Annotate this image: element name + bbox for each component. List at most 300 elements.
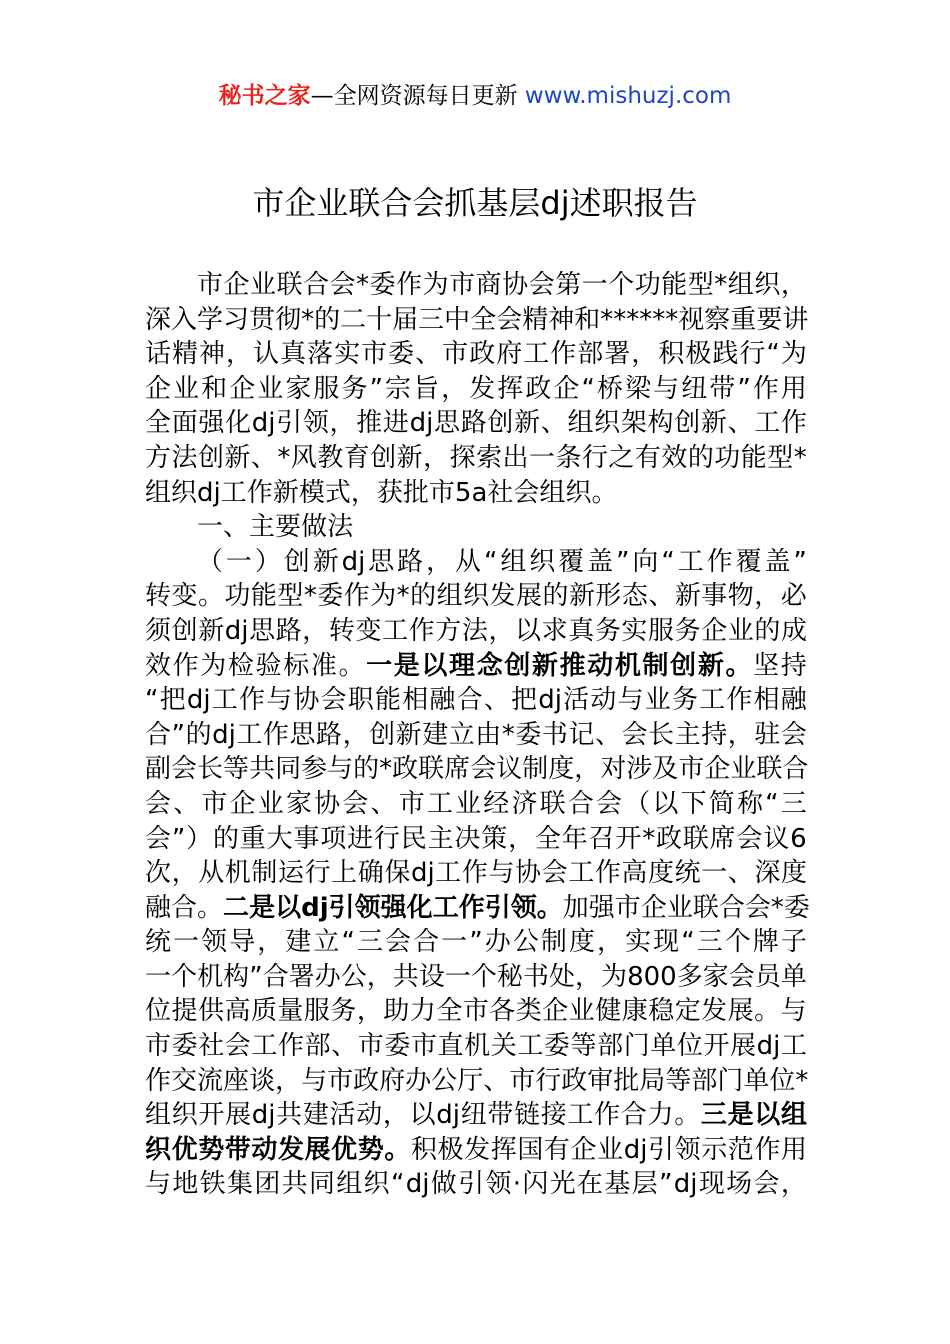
body-text: 风 bbox=[290, 442, 317, 473]
body-text: 创 bbox=[369, 719, 396, 750]
body-text: 转 bbox=[145, 581, 172, 612]
body-text: 策 bbox=[481, 823, 508, 854]
body-text: 企 bbox=[229, 373, 256, 404]
body-text: 流 bbox=[197, 1065, 224, 1096]
body-text: ， bbox=[574, 754, 601, 785]
body-text: * bbox=[639, 304, 653, 335]
body-text: 习 bbox=[223, 304, 250, 335]
body-text: dj bbox=[341, 546, 366, 577]
body-text: 康 bbox=[621, 996, 648, 1027]
body-text: 与 bbox=[653, 373, 680, 404]
body-text: 落 bbox=[307, 339, 334, 370]
body-text: 合 bbox=[567, 788, 594, 819]
body-text: 牌 bbox=[752, 927, 779, 958]
body-text: 工 bbox=[251, 1031, 278, 1062]
body-line bbox=[145, 406, 807, 441]
body-text: 。 bbox=[197, 892, 224, 923]
body-text: 创 bbox=[504, 650, 531, 681]
brand-name: 秘书之家 bbox=[218, 83, 311, 109]
body-text: 合 bbox=[620, 1100, 647, 1131]
body-text: 强 bbox=[198, 408, 225, 439]
header-tagline: —全网资源每日更新 bbox=[310, 83, 525, 109]
body-text: 形 bbox=[595, 581, 622, 612]
body-text: 与 bbox=[145, 1169, 172, 1200]
body-text: 等 bbox=[570, 1031, 597, 1062]
body-text: 思 bbox=[434, 408, 461, 439]
body-text: 路 bbox=[316, 719, 343, 750]
body-text: 发 bbox=[701, 996, 728, 1027]
body-text: 标 bbox=[283, 650, 310, 681]
body-text: 度 bbox=[780, 858, 807, 889]
body-text: 会 bbox=[513, 477, 540, 508]
body-text: 求 bbox=[541, 615, 568, 646]
body-text: 个 bbox=[470, 961, 497, 992]
body-text: dj bbox=[623, 1134, 648, 1165]
body-text: 中 bbox=[444, 304, 471, 335]
body-text: 民 bbox=[400, 823, 427, 854]
body-text: 席 bbox=[444, 754, 471, 785]
body-text: 助 bbox=[383, 996, 410, 1027]
body-text: 市 bbox=[410, 1031, 437, 1062]
body-text: 要 bbox=[756, 304, 783, 335]
body-text: 把 bbox=[159, 685, 186, 716]
body-text: 届 bbox=[392, 304, 419, 335]
body-text: 由 bbox=[475, 719, 502, 750]
body-text: 在 bbox=[577, 1169, 604, 1200]
body-text: 相 bbox=[402, 685, 429, 716]
body-text: dj bbox=[410, 858, 435, 889]
body-text: 建 bbox=[422, 719, 449, 750]
body-text: dj bbox=[197, 477, 221, 508]
body-text: 协 bbox=[293, 685, 320, 716]
body-text: 业 bbox=[727, 615, 754, 646]
body-text: “ bbox=[766, 339, 780, 370]
body-text: 工 bbox=[780, 1031, 807, 1062]
body-text: 三 bbox=[418, 304, 445, 335]
body-text: 模 bbox=[298, 477, 325, 508]
body-text: 委 bbox=[515, 719, 542, 750]
body-text: 高 bbox=[621, 858, 648, 889]
body-text: 审 bbox=[587, 1065, 614, 1096]
body-text: 副 bbox=[145, 754, 172, 785]
body-text: 带 bbox=[709, 373, 736, 404]
body-text: 引 bbox=[328, 892, 355, 923]
body-text: 展 bbox=[516, 581, 543, 612]
body-text: 作 bbox=[754, 1134, 781, 1165]
body-text: 能 bbox=[250, 581, 277, 612]
body-text: ， bbox=[350, 477, 377, 508]
body-text: 企 bbox=[553, 373, 580, 404]
body-text: 会 bbox=[385, 927, 412, 958]
body-text: 委 bbox=[543, 1031, 570, 1062]
body-text: 领 bbox=[510, 892, 537, 923]
body-text: 市 bbox=[145, 1031, 172, 1062]
body-text: 。 bbox=[725, 650, 752, 681]
body-text: 作 bbox=[461, 858, 488, 889]
body-text: 位 bbox=[676, 1031, 703, 1062]
body-text: 工 bbox=[220, 477, 247, 508]
body-text: 市 bbox=[197, 270, 224, 300]
body-text: 业 bbox=[257, 788, 284, 819]
body-text: （ bbox=[197, 546, 224, 577]
body-text: 作 bbox=[343, 581, 370, 612]
body-text: 新 bbox=[198, 615, 225, 646]
body-text: 极 bbox=[685, 339, 712, 370]
body-text: dj bbox=[405, 1169, 430, 1200]
body-text: 织 bbox=[594, 408, 621, 439]
body-line bbox=[145, 337, 807, 372]
body-text: 家 bbox=[285, 373, 312, 404]
body-text: 业 bbox=[250, 270, 277, 300]
body-text: 以 bbox=[515, 615, 542, 646]
body-text: 务 bbox=[594, 615, 621, 646]
body-text: 。 bbox=[674, 1100, 701, 1131]
body-text: 共 bbox=[249, 754, 276, 785]
body-text: 以 bbox=[652, 788, 679, 819]
body-text: 作 bbox=[780, 408, 807, 439]
body-line bbox=[145, 822, 807, 857]
body-text: 发 bbox=[489, 581, 516, 612]
body-text: 委 bbox=[171, 1031, 198, 1062]
body-text: * bbox=[642, 823, 656, 854]
body-text: 优 bbox=[331, 1134, 358, 1165]
body-text: 对 bbox=[600, 754, 627, 785]
body-text: ” bbox=[793, 546, 807, 577]
body-text: 同 bbox=[308, 1169, 335, 1200]
body-text: 创 bbox=[670, 650, 697, 681]
body-text: 层 bbox=[631, 1169, 658, 1200]
body-text: 家 bbox=[285, 788, 312, 819]
body-text: ， bbox=[597, 927, 624, 958]
body-text: 的 bbox=[410, 581, 437, 612]
body-text: 讲 bbox=[782, 304, 809, 335]
body-text: 能 bbox=[375, 685, 402, 716]
body-text: 市 bbox=[462, 996, 489, 1027]
body-text: 织 bbox=[529, 546, 556, 577]
header-url-link[interactable]: www.mishuzj.com bbox=[524, 83, 732, 109]
body-text: 领 bbox=[485, 1169, 512, 1200]
body-text: 话 bbox=[145, 339, 172, 370]
body-text: 府 bbox=[496, 339, 523, 370]
body-text: 协 bbox=[515, 858, 542, 889]
body-text: 团 bbox=[254, 1169, 281, 1200]
body-text: 作 bbox=[726, 685, 753, 716]
body-text: 市 bbox=[361, 339, 388, 370]
body-text: 一 bbox=[701, 858, 728, 889]
body-line bbox=[145, 960, 807, 995]
body-text: 功 bbox=[714, 442, 741, 473]
body-text: ， bbox=[302, 615, 329, 646]
body-text: 强 bbox=[380, 892, 407, 923]
body-text: 企 bbox=[640, 892, 667, 923]
body-text: 领 bbox=[674, 1134, 701, 1165]
body-text: 基 bbox=[604, 1169, 631, 1200]
body-text: 次 bbox=[145, 858, 172, 889]
body-text: 彻 bbox=[275, 304, 302, 335]
body-text: 立 bbox=[313, 927, 340, 958]
body-text: 政 bbox=[353, 1065, 380, 1096]
body-text: dj bbox=[301, 892, 329, 923]
body-text: 协 bbox=[502, 270, 529, 300]
body-text: 工 bbox=[435, 858, 462, 889]
body-text: 光 bbox=[549, 1169, 576, 1200]
body-text: 念 bbox=[476, 650, 503, 681]
body-text: 精 bbox=[522, 304, 549, 335]
body-text: 一 bbox=[225, 546, 252, 577]
body-text: 800 bbox=[627, 961, 677, 992]
body-text: 办 bbox=[484, 927, 511, 958]
body-text: 门 bbox=[623, 1031, 650, 1062]
body-text: 链 bbox=[514, 1100, 541, 1131]
body-text: 企 bbox=[570, 1134, 597, 1165]
body-text: dj bbox=[538, 685, 562, 716]
body-text: 部 bbox=[691, 1065, 718, 1096]
body-text: 开 bbox=[615, 823, 642, 854]
body-text: 全 bbox=[470, 304, 497, 335]
body-text: 提 bbox=[171, 996, 198, 1027]
body-text: * bbox=[396, 581, 410, 612]
body-text: 展 bbox=[304, 1134, 331, 1165]
body-text: 工 bbox=[567, 1100, 594, 1131]
body-text: 学 bbox=[197, 304, 224, 335]
body-text: ” bbox=[369, 373, 383, 404]
body-text: 部 bbox=[304, 1031, 331, 1062]
body-line bbox=[145, 441, 807, 476]
body-text: 织 bbox=[171, 1100, 198, 1131]
body-text: 批 bbox=[613, 1065, 640, 1096]
body-text: 制 bbox=[522, 754, 549, 785]
body-text: 强 bbox=[588, 892, 615, 923]
body-text: ” bbox=[171, 823, 186, 854]
body-text: 作 bbox=[458, 892, 485, 923]
body-text: 引 bbox=[458, 1169, 485, 1200]
body-text: 的 bbox=[185, 719, 212, 750]
body-text: 保 bbox=[384, 858, 411, 889]
body-text: 书 bbox=[522, 961, 549, 992]
body-text: 联 bbox=[276, 270, 303, 300]
body-text: 行 bbox=[535, 1065, 562, 1096]
body-text: 转 bbox=[328, 615, 355, 646]
body-text: 开 bbox=[198, 1100, 225, 1131]
body-text: 、 bbox=[648, 581, 675, 612]
body-text: （ bbox=[624, 788, 651, 819]
body-text: 融 bbox=[145, 892, 172, 923]
body-text: 创 bbox=[370, 442, 397, 473]
body-text: 进 bbox=[347, 823, 374, 854]
body-text: 市 bbox=[678, 754, 705, 785]
body-text: 设 bbox=[418, 961, 445, 992]
body-text: 须 bbox=[145, 615, 172, 646]
body-text: 上 bbox=[331, 858, 358, 889]
body-text: 5a bbox=[454, 477, 488, 508]
body-text: ” bbox=[737, 373, 751, 404]
body-text: 地 bbox=[172, 1169, 199, 1200]
body-text: ， bbox=[275, 1065, 302, 1096]
body-text: 织 bbox=[363, 1169, 390, 1200]
body-text: 三 bbox=[696, 927, 723, 958]
body-text: 效 bbox=[661, 442, 688, 473]
body-text: 事 bbox=[293, 823, 320, 854]
body-text: 思 bbox=[249, 615, 276, 646]
body-text: 全 bbox=[436, 996, 463, 1027]
body-text: 市 bbox=[442, 339, 469, 370]
body-line bbox=[145, 1064, 807, 1099]
body-text: 作 bbox=[262, 719, 289, 750]
body-text: 用 bbox=[780, 1134, 807, 1165]
body-text: 的 bbox=[542, 581, 569, 612]
body-text: 和 bbox=[201, 373, 228, 404]
body-text: 多 bbox=[676, 961, 703, 992]
body-text: 积 bbox=[658, 339, 685, 370]
body-text: 与 bbox=[617, 685, 644, 716]
body-text: ， bbox=[257, 927, 284, 958]
body-text: 覆 bbox=[558, 546, 585, 577]
body-text: 委 bbox=[317, 581, 344, 612]
body-text: 务 bbox=[674, 615, 701, 646]
body-text: 践 bbox=[712, 339, 739, 370]
body-text: 部 bbox=[577, 339, 604, 370]
body-text: 化 bbox=[406, 892, 433, 923]
body-text: 三 bbox=[700, 1100, 727, 1131]
body-text: 动 bbox=[356, 1100, 383, 1131]
body-text: 组 bbox=[727, 270, 754, 300]
body-text: 十 bbox=[366, 304, 393, 335]
body-text: 市 bbox=[398, 788, 425, 819]
body-text: 神 bbox=[548, 304, 575, 335]
body-text: 优 bbox=[171, 1134, 198, 1165]
body-text: 市 bbox=[509, 1065, 536, 1096]
body-line bbox=[145, 683, 807, 718]
body-text: 处 bbox=[548, 961, 575, 992]
body-text: 度 bbox=[648, 858, 675, 889]
body-text: 现 bbox=[698, 1169, 725, 1200]
body-text: 组 bbox=[539, 477, 566, 508]
body-text: 共 bbox=[281, 1169, 308, 1200]
body-text: dj bbox=[212, 719, 236, 750]
body-text: 力 bbox=[409, 996, 436, 1027]
body-text: 作 bbox=[706, 546, 733, 577]
body-line bbox=[145, 1029, 807, 1064]
body-text: 法 bbox=[461, 615, 488, 646]
body-text: 驻 bbox=[754, 719, 781, 750]
body-text: 全 bbox=[534, 823, 561, 854]
body-text: 工 bbox=[677, 546, 704, 577]
body-text: 类 bbox=[515, 996, 542, 1027]
body-text: “ bbox=[681, 927, 695, 958]
body-text: 、 bbox=[727, 408, 754, 439]
body-text: 带 bbox=[224, 1134, 251, 1165]
body-text: 位 bbox=[769, 1065, 796, 1096]
body-line bbox=[145, 476, 807, 511]
body-text: 与 bbox=[266, 685, 293, 716]
body-text: ， bbox=[382, 1100, 409, 1131]
body-text: 办 bbox=[314, 961, 341, 992]
body-text: * bbox=[626, 304, 640, 335]
body-text: 示 bbox=[701, 1134, 728, 1165]
body-text: 态 bbox=[621, 581, 648, 612]
body-text: 下 bbox=[680, 788, 707, 819]
body-text: 组 bbox=[145, 477, 172, 508]
body-text: 与 bbox=[780, 996, 807, 1027]
body-text: 、 bbox=[483, 1065, 510, 1096]
body-text: 个 bbox=[608, 270, 635, 300]
body-text: 政 bbox=[656, 823, 683, 854]
body-text: 项 bbox=[320, 823, 347, 854]
body-text: 以 bbox=[275, 892, 302, 923]
body-text: ， bbox=[754, 581, 781, 612]
body-text: ， bbox=[329, 408, 356, 439]
body-text: 书 bbox=[541, 719, 568, 750]
body-text: 新 bbox=[674, 581, 701, 612]
body-text: 一 bbox=[529, 442, 556, 473]
body-text: 个 bbox=[724, 927, 751, 958]
body-text: 为 bbox=[780, 339, 807, 370]
body-line bbox=[145, 372, 807, 407]
body-text: 从 bbox=[198, 858, 225, 889]
body-text: 市 bbox=[614, 892, 641, 923]
site-header bbox=[0, 80, 950, 112]
body-text: 理 bbox=[449, 650, 476, 681]
body-text: 的 bbox=[212, 823, 239, 854]
body-text: 有 bbox=[634, 442, 661, 473]
body-text: 导 bbox=[229, 927, 256, 958]
body-text: 业 bbox=[644, 685, 671, 716]
body-text: “ bbox=[581, 373, 595, 404]
body-text: 组 bbox=[436, 581, 463, 612]
body-text: 局 bbox=[639, 1065, 666, 1096]
body-line bbox=[145, 1167, 807, 1202]
body-text: 建 bbox=[302, 1100, 329, 1131]
body-text: 记 bbox=[568, 719, 595, 750]
body-text: 验 bbox=[255, 650, 282, 681]
body-text: 新 bbox=[272, 477, 299, 508]
body-text: 实 bbox=[625, 927, 652, 958]
body-text: * bbox=[303, 581, 317, 612]
body-text: 席 bbox=[709, 823, 736, 854]
body-text: 能 bbox=[740, 442, 767, 473]
body-text: 工 bbox=[426, 788, 453, 819]
body-text: 委 bbox=[783, 892, 810, 923]
body-text: 联 bbox=[539, 788, 566, 819]
body-text: 发 bbox=[469, 373, 496, 404]
body-text: 行 bbox=[581, 442, 608, 473]
body-text: 涉 bbox=[626, 754, 653, 785]
body-text: 场 bbox=[726, 1169, 753, 1200]
body-text: 功 bbox=[634, 270, 661, 300]
body-text: * bbox=[277, 442, 291, 473]
body-text: 、 bbox=[483, 685, 510, 716]
body-text: 制 bbox=[642, 650, 669, 681]
body-text: 新 bbox=[396, 442, 423, 473]
body-text: 构 bbox=[647, 408, 674, 439]
body-text: 。 bbox=[754, 996, 781, 1027]
body-text: 活 bbox=[563, 685, 590, 716]
body-text: 展 bbox=[730, 1031, 757, 1062]
body-line bbox=[145, 268, 807, 303]
body-text: 挥 bbox=[497, 373, 524, 404]
body-text: 进 bbox=[382, 408, 409, 439]
body-text: 委 bbox=[388, 339, 415, 370]
body-text: 主 bbox=[249, 512, 276, 543]
body-text: * bbox=[600, 304, 614, 335]
body-text: 会 bbox=[596, 788, 623, 819]
body-text: 直 bbox=[437, 1031, 464, 1062]
body-text: 委 bbox=[369, 270, 396, 300]
body-text: 认 bbox=[253, 339, 280, 370]
body-text: * bbox=[501, 719, 515, 750]
body-text: dj bbox=[251, 1100, 276, 1131]
body-text: 行 bbox=[373, 823, 400, 854]
